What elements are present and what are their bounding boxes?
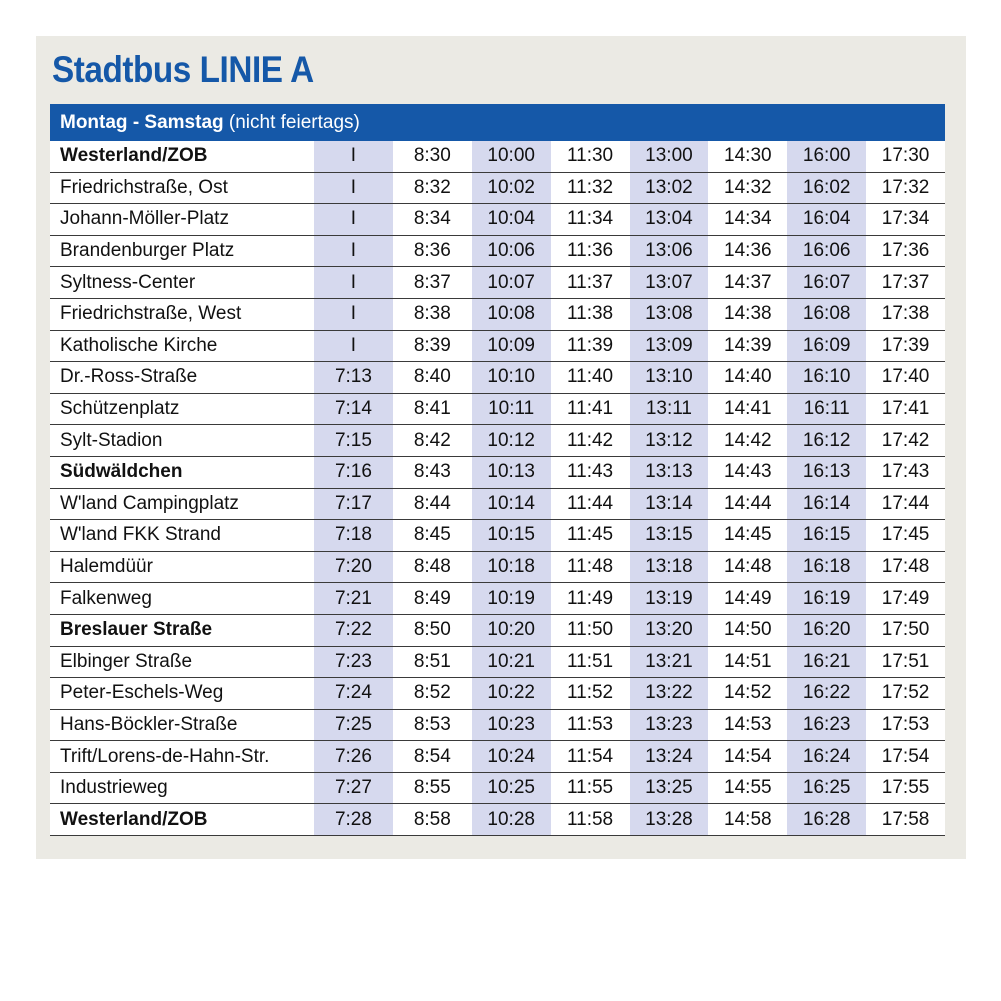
departure-time: 14:45 — [708, 520, 787, 552]
departure-time: 10:02 — [472, 172, 551, 204]
departure-time: 7:17 — [314, 488, 393, 520]
stop-name: Halemdüür — [50, 551, 314, 583]
departure-time: I — [314, 267, 393, 299]
departure-time: 8:49 — [393, 583, 472, 615]
departure-time: 13:18 — [630, 551, 709, 583]
table-row — [50, 141, 945, 172]
departure-time: I — [314, 204, 393, 236]
departure-time: 10:04 — [472, 204, 551, 236]
departure-time: 8:34 — [393, 204, 472, 236]
departure-time: 13:09 — [630, 330, 709, 362]
timetable — [50, 141, 945, 836]
departure-time: 17:53 — [866, 709, 945, 741]
departure-time: 14:42 — [708, 425, 787, 457]
departure-time: 8:50 — [393, 614, 472, 646]
departure-time: 14:38 — [708, 298, 787, 330]
table-row — [50, 330, 945, 362]
departure-time: 10:18 — [472, 551, 551, 583]
departure-time: 16:08 — [787, 298, 866, 330]
departure-time: 8:32 — [393, 172, 472, 204]
departure-time: 7:23 — [314, 646, 393, 678]
departure-time: 8:38 — [393, 298, 472, 330]
departure-time: 16:19 — [787, 583, 866, 615]
departure-time: 16:06 — [787, 235, 866, 267]
table-row — [50, 741, 945, 773]
stop-name: Friedrichstraße, West — [50, 298, 314, 330]
departure-time: 10:15 — [472, 520, 551, 552]
departure-time: 8:42 — [393, 425, 472, 457]
departure-time: 17:58 — [866, 804, 945, 836]
departure-time: 14:43 — [708, 456, 787, 488]
departure-time: 13:22 — [630, 678, 709, 710]
departure-time: 8:43 — [393, 456, 472, 488]
departure-time: 10:22 — [472, 678, 551, 710]
departure-time: 11:45 — [551, 520, 630, 552]
departure-time: 17:42 — [866, 425, 945, 457]
stop-name: Syltness-Center — [50, 267, 314, 299]
departure-time: 10:11 — [472, 393, 551, 425]
table-row — [50, 267, 945, 299]
departure-time: 17:41 — [866, 393, 945, 425]
departure-time: 16:24 — [787, 741, 866, 773]
departure-time: 17:39 — [866, 330, 945, 362]
departure-time: 17:34 — [866, 204, 945, 236]
departure-time: 7:14 — [314, 393, 393, 425]
departure-time: 11:34 — [551, 204, 630, 236]
departure-time: 14:40 — [708, 362, 787, 394]
departure-time: 10:07 — [472, 267, 551, 299]
departure-time: 11:43 — [551, 456, 630, 488]
departure-time: 16:11 — [787, 393, 866, 425]
departure-time: 14:41 — [708, 393, 787, 425]
stop-name: Johann-Möller-Platz — [50, 204, 314, 236]
departure-time: 11:30 — [551, 141, 630, 172]
departure-time: 8:44 — [393, 488, 472, 520]
table-row — [50, 298, 945, 330]
departure-time: 11:49 — [551, 583, 630, 615]
departure-time: 14:32 — [708, 172, 787, 204]
departure-time: 13:11 — [630, 393, 709, 425]
departure-time: 13:04 — [630, 204, 709, 236]
departure-time: 14:34 — [708, 204, 787, 236]
departure-time: 11:42 — [551, 425, 630, 457]
departure-time: 7:15 — [314, 425, 393, 457]
stop-name: Industrieweg — [50, 772, 314, 804]
departure-time: 10:24 — [472, 741, 551, 773]
table-row — [50, 235, 945, 267]
departure-time: 7:22 — [314, 614, 393, 646]
departure-time: 7:21 — [314, 583, 393, 615]
departure-time: 11:37 — [551, 267, 630, 299]
departure-time: 8:52 — [393, 678, 472, 710]
stop-name: Hans-Böckler-Straße — [50, 709, 314, 741]
departure-time: 14:36 — [708, 235, 787, 267]
departure-time: 11:55 — [551, 772, 630, 804]
table-row — [50, 678, 945, 710]
departure-time: 10:28 — [472, 804, 551, 836]
departure-time: 8:30 — [393, 141, 472, 172]
departure-time: 17:48 — [866, 551, 945, 583]
departure-time: 10:06 — [472, 235, 551, 267]
departure-time: 8:41 — [393, 393, 472, 425]
departure-time: 16:22 — [787, 678, 866, 710]
departure-time: 7:13 — [314, 362, 393, 394]
departure-time: 8:55 — [393, 772, 472, 804]
departure-time: 11:52 — [551, 678, 630, 710]
departure-time: 10:10 — [472, 362, 551, 394]
stop-name: Elbinger Straße — [50, 646, 314, 678]
departure-time: 13:23 — [630, 709, 709, 741]
departure-time: 16:28 — [787, 804, 866, 836]
departure-time: 16:15 — [787, 520, 866, 552]
departure-time: 7:25 — [314, 709, 393, 741]
departure-time: 16:13 — [787, 456, 866, 488]
departure-time: I — [314, 330, 393, 362]
departure-time: 10:12 — [472, 425, 551, 457]
service-days-label: Montag - Samstag — [60, 112, 224, 133]
departure-time: 10:00 — [472, 141, 551, 172]
table-row — [50, 488, 945, 520]
departure-time: 17:45 — [866, 520, 945, 552]
table-row — [50, 646, 945, 678]
departure-time: 8:40 — [393, 362, 472, 394]
departure-time: 14:39 — [708, 330, 787, 362]
departure-time: 8:54 — [393, 741, 472, 773]
departure-time: 10:21 — [472, 646, 551, 678]
departure-time: 13:13 — [630, 456, 709, 488]
departure-time: 7:26 — [314, 741, 393, 773]
departure-time: 8:53 — [393, 709, 472, 741]
stop-name: Falkenweg — [50, 583, 314, 615]
stop-name: Trift/Lorens-de-Hahn-Str. — [50, 741, 314, 773]
departure-time: 14:52 — [708, 678, 787, 710]
departure-time: 11:36 — [551, 235, 630, 267]
departure-time: 11:50 — [551, 614, 630, 646]
departure-time: I — [314, 172, 393, 204]
departure-time: 16:09 — [787, 330, 866, 362]
departure-time: 17:37 — [866, 267, 945, 299]
departure-time: 16:02 — [787, 172, 866, 204]
departure-time: 13:20 — [630, 614, 709, 646]
departure-time: 11:58 — [551, 804, 630, 836]
departure-time: 17:52 — [866, 678, 945, 710]
departure-time: 11:51 — [551, 646, 630, 678]
departure-time: 8:48 — [393, 551, 472, 583]
departure-time: 11:40 — [551, 362, 630, 394]
departure-time: 14:30 — [708, 141, 787, 172]
departure-time: 16:20 — [787, 614, 866, 646]
departure-time: 17:32 — [866, 172, 945, 204]
departure-time: 11:53 — [551, 709, 630, 741]
departure-time: 10:25 — [472, 772, 551, 804]
table-row — [50, 204, 945, 236]
departure-time: 10:13 — [472, 456, 551, 488]
stop-name: Westerland/ZOB — [50, 804, 314, 836]
table-row — [50, 709, 945, 741]
departure-time: 16:25 — [787, 772, 866, 804]
departure-time: 11:44 — [551, 488, 630, 520]
stop-name: Peter-Eschels-Weg — [50, 678, 314, 710]
timetable-sheet — [50, 104, 945, 836]
departure-time: 13:14 — [630, 488, 709, 520]
departure-time: 13:19 — [630, 583, 709, 615]
departure-time: 7:20 — [314, 551, 393, 583]
departure-time: 13:24 — [630, 741, 709, 773]
stop-name: W'land FKK Strand — [50, 520, 314, 552]
departure-time: 17:38 — [866, 298, 945, 330]
departure-time: 17:54 — [866, 741, 945, 773]
departure-time: 13:25 — [630, 772, 709, 804]
departure-time: 10:08 — [472, 298, 551, 330]
departure-time: 17:40 — [866, 362, 945, 394]
departure-time: 8:45 — [393, 520, 472, 552]
departure-time: 16:07 — [787, 267, 866, 299]
departure-time: 13:28 — [630, 804, 709, 836]
page-title: Stadtbus LINIE A — [52, 49, 314, 90]
departure-time: 8:51 — [393, 646, 472, 678]
departure-time: 16:10 — [787, 362, 866, 394]
departure-time: 7:16 — [314, 456, 393, 488]
departure-time: 16:12 — [787, 425, 866, 457]
departure-time: 17:44 — [866, 488, 945, 520]
departure-time: 17:55 — [866, 772, 945, 804]
departure-time: 17:30 — [866, 141, 945, 172]
departure-time: 8:39 — [393, 330, 472, 362]
table-row — [50, 425, 945, 457]
stop-name: W'land Campingplatz — [50, 488, 314, 520]
table-row — [50, 804, 945, 836]
departure-time: 16:21 — [787, 646, 866, 678]
departure-time: 13:07 — [630, 267, 709, 299]
departure-time: 17:49 — [866, 583, 945, 615]
departure-time: 17:50 — [866, 614, 945, 646]
departure-time: 11:41 — [551, 393, 630, 425]
departure-time: 8:58 — [393, 804, 472, 836]
departure-time: 14:44 — [708, 488, 787, 520]
departure-time: 10:20 — [472, 614, 551, 646]
departure-time: 16:23 — [787, 709, 866, 741]
departure-time: 14:49 — [708, 583, 787, 615]
departure-time: 14:55 — [708, 772, 787, 804]
departure-time: 11:54 — [551, 741, 630, 773]
departure-time: 17:51 — [866, 646, 945, 678]
departure-time: 7:28 — [314, 804, 393, 836]
table-row — [50, 772, 945, 804]
departure-time: 16:00 — [787, 141, 866, 172]
departure-time: 13:15 — [630, 520, 709, 552]
departure-time: 14:51 — [708, 646, 787, 678]
departure-time: 10:23 — [472, 709, 551, 741]
departure-time: 7:18 — [314, 520, 393, 552]
stop-name: Südwäldchen — [50, 456, 314, 488]
departure-time: 8:36 — [393, 235, 472, 267]
stop-name: Friedrichstraße, Ost — [50, 172, 314, 204]
departure-time: 16:14 — [787, 488, 866, 520]
departure-time: 13:21 — [630, 646, 709, 678]
departure-time: 11:38 — [551, 298, 630, 330]
departure-time: 17:36 — [866, 235, 945, 267]
departure-time: 14:48 — [708, 551, 787, 583]
table-row — [50, 520, 945, 552]
table-row — [50, 551, 945, 583]
stop-name: Schützenplatz — [50, 393, 314, 425]
departure-time: 11:39 — [551, 330, 630, 362]
departure-time: I — [314, 235, 393, 267]
departure-time: 14:37 — [708, 267, 787, 299]
departure-time: 7:27 — [314, 772, 393, 804]
departure-time: 8:37 — [393, 267, 472, 299]
stop-name: Brandenburger Platz — [50, 235, 314, 267]
timetable-body — [50, 141, 945, 836]
service-days-note: (nicht feiertags) — [228, 112, 360, 133]
departure-time: 11:48 — [551, 551, 630, 583]
departure-time: 10:19 — [472, 583, 551, 615]
departure-time: 16:04 — [787, 204, 866, 236]
table-row — [50, 393, 945, 425]
departure-time: 16:18 — [787, 551, 866, 583]
stop-name: Katholische Kirche — [50, 330, 314, 362]
departure-time: I — [314, 141, 393, 172]
departure-time: 14:53 — [708, 709, 787, 741]
departure-time: 14:58 — [708, 804, 787, 836]
departure-time: I — [314, 298, 393, 330]
departure-time: 13:12 — [630, 425, 709, 457]
departure-time: 13:08 — [630, 298, 709, 330]
departure-time: 14:54 — [708, 741, 787, 773]
departure-time: 14:50 — [708, 614, 787, 646]
departure-time: 13:00 — [630, 141, 709, 172]
table-row — [50, 583, 945, 615]
service-days-header — [50, 104, 945, 141]
table-row — [50, 456, 945, 488]
departure-time: 13:02 — [630, 172, 709, 204]
stop-name: Westerland/ZOB — [50, 141, 314, 172]
departure-time: 10:14 — [472, 488, 551, 520]
departure-time: 13:10 — [630, 362, 709, 394]
departure-time: 10:09 — [472, 330, 551, 362]
stop-name: Sylt-Stadion — [50, 425, 314, 457]
departure-time: 7:24 — [314, 678, 393, 710]
departure-time: 11:32 — [551, 172, 630, 204]
stop-name: Dr.-Ross-Straße — [50, 362, 314, 394]
table-row — [50, 172, 945, 204]
departure-time: 13:06 — [630, 235, 709, 267]
timetable-panel — [36, 36, 966, 859]
departure-time: 17:43 — [866, 456, 945, 488]
stop-name: Breslauer Straße — [50, 614, 314, 646]
table-row — [50, 614, 945, 646]
table-row — [50, 362, 945, 394]
